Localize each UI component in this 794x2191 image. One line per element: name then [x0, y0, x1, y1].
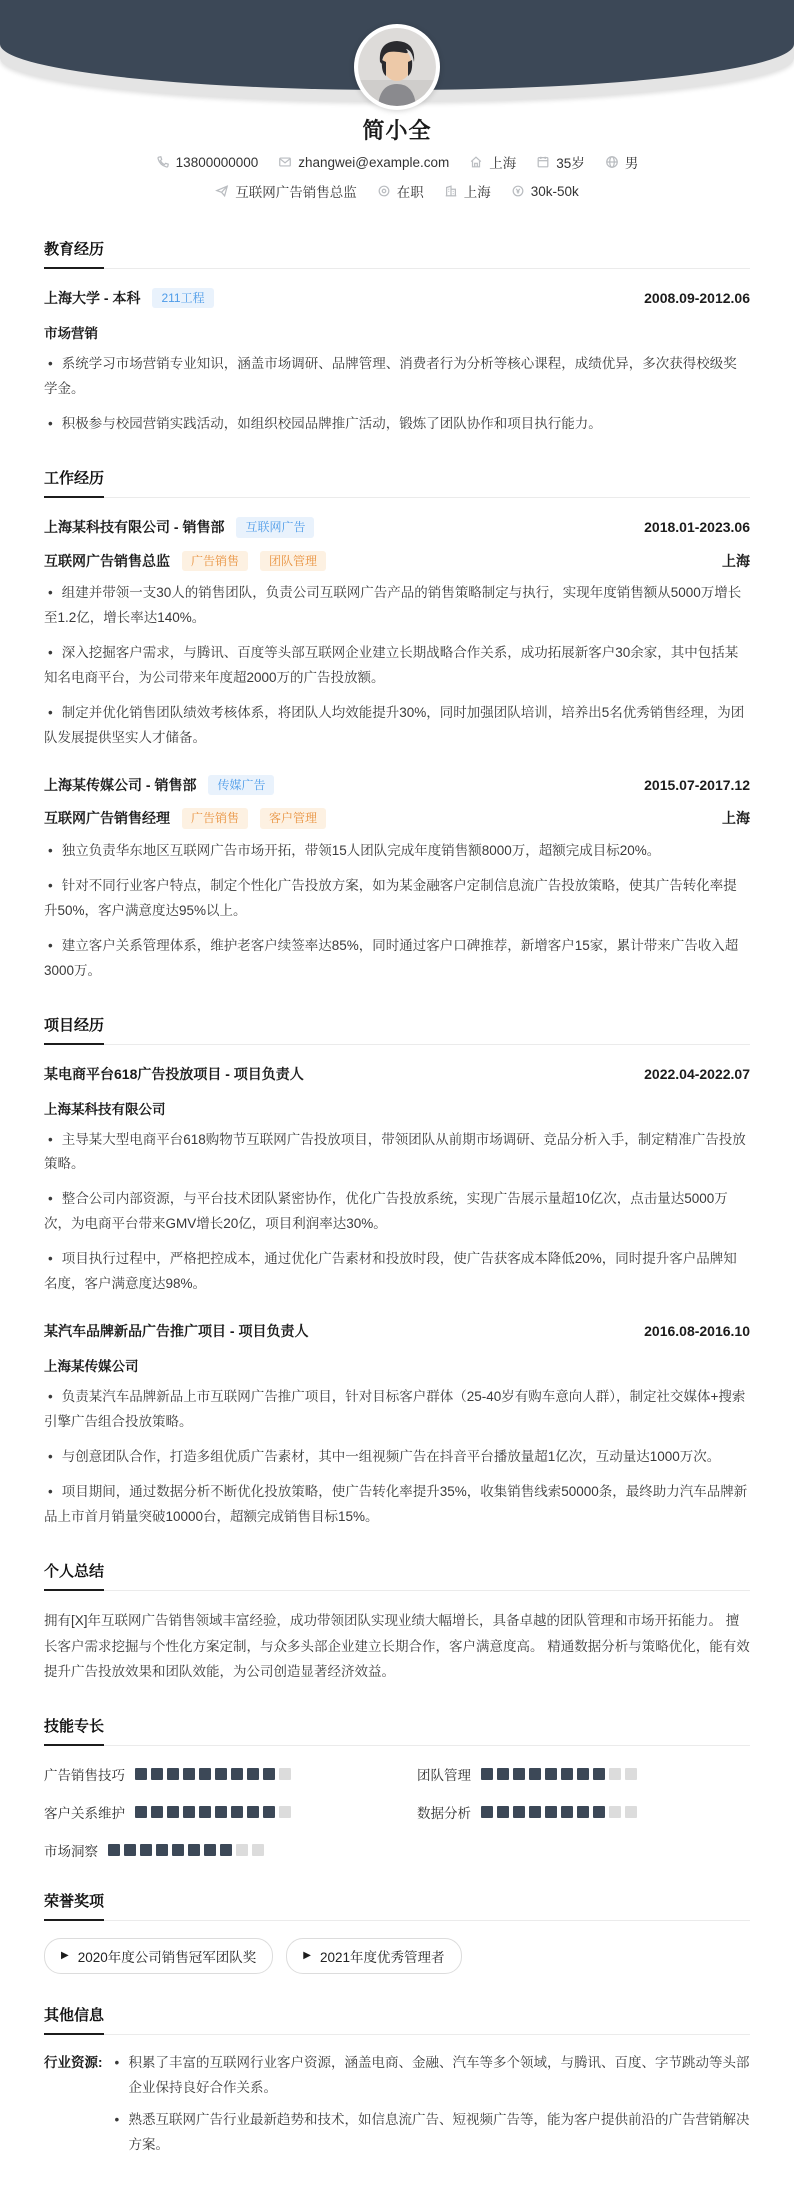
position-icon — [215, 184, 229, 198]
age-value: 35岁 — [556, 156, 585, 171]
project-bullet: • 项目期间，通过数据分析不断优化投放策略，使广告转化率提升35%，收集销售线索50000条，最终助力汽车品牌新品上市首月销量突破10000台，超额完成销售目标15%。 — [44, 1484, 748, 1525]
work-bullet: • 制定并优化销售团队绩效考核体系，将团队人均效能提升30%，同时加强团队培训，培养出5名优秀销售经理，为团队发展提供坚实人才储备。 — [44, 704, 745, 745]
status-item — [377, 181, 424, 201]
project-entry-2 — [44, 1321, 750, 1530]
home-icon — [469, 155, 483, 169]
bullet-dot: • — [48, 356, 53, 372]
skill-label: 市场洞察 — [44, 1844, 98, 1860]
person-name: 简小全 — [362, 118, 432, 143]
other-label: 行业资源: — [44, 2055, 103, 2071]
honor-label: 2021年度优秀管理者 — [319, 1950, 445, 1966]
role-tag: 广告销售 — [182, 808, 248, 828]
honors-section-title: 荣誉奖项 — [44, 1890, 750, 1921]
skill-level-bar — [481, 1768, 637, 1780]
project-org: 上海某科技有限公司 — [44, 1101, 166, 1117]
avatar — [354, 24, 440, 110]
email-item — [278, 155, 449, 170]
honor-label: 2020年度公司销售冠军团队奖 — [77, 1950, 257, 1966]
gender-value: 男 — [624, 156, 639, 171]
email-value: zhangwei@example.com — [298, 154, 450, 170]
skill-level-bar — [108, 1844, 264, 1856]
skill-label: 客户关系维护 — [44, 1806, 125, 1822]
education-entry — [44, 288, 750, 437]
skill-label: 团队管理 — [417, 1768, 471, 1784]
bullet-dot: • — [48, 585, 53, 601]
education-bullet: • 积极参与校园营销实践活动，如组织校园品牌推广活动，锻炼了团队协作和项目执行能力。 — [48, 416, 602, 432]
role-tag: 广告销售 — [182, 551, 248, 571]
contact-row-1 — [0, 152, 794, 172]
company-tag: 传媒广告 — [208, 775, 274, 795]
play-icon: ▶ — [61, 1950, 69, 1962]
contact-row-2 — [0, 181, 794, 201]
other-section-title: 其他信息 — [44, 2004, 750, 2035]
school-name: 上海大学 - 本科 — [44, 290, 141, 307]
avatar-photo — [358, 28, 436, 106]
projects-section-title: 项目经历 — [44, 1014, 750, 1045]
bullet-dot: • — [48, 1449, 53, 1465]
bullet-dot: • — [48, 1191, 53, 1207]
phone-item — [156, 155, 259, 170]
project-org: 上海某传媒公司 — [44, 1359, 139, 1375]
bullet-dot: • — [114, 2055, 120, 2071]
salary-icon — [511, 184, 525, 198]
city-value: 上海 — [489, 156, 517, 171]
project-bullet: • 负责某汽车品牌新品上市互联网广告推广项目，针对目标客户群体（25-40岁有购车意向人群），制定社交媒体+搜索引擎广告组合投放策略。 — [44, 1389, 746, 1430]
work-location: 上海 — [722, 552, 750, 569]
section-honors — [44, 1890, 750, 1974]
summary-text: 拥有[X]年互联网广告销售领域丰富经验，成功带领团队实现业绩大幅增长，具备卓越的团队管理和市场开拓能力。 擅长客户需求挖掘与个性化方案定制，与众多头部企业建立长期合作，客户满意度高。 精通数据分析与策略优化，能有效提升广告投放效果和团队效能，为公司创造显著经济效益。 — [44, 1613, 750, 1680]
salary-item — [511, 184, 579, 199]
bullet-dot: • — [48, 842, 53, 858]
play-icon: ▶ — [303, 1950, 311, 1962]
city-item — [469, 152, 516, 172]
company-tag: 互联网广告 — [236, 517, 314, 537]
skill-label: 数据分析 — [417, 1806, 471, 1822]
work-city-value: 上海 — [463, 185, 491, 200]
role-tag: 客户管理 — [260, 808, 326, 828]
school-tag: 211工程 — [152, 288, 213, 308]
skills-grid — [44, 1764, 750, 1860]
skill-row-data-analysis — [417, 1802, 750, 1822]
project-bullet: • 主导某大型电商平台618购物节互联网广告投放项目，带领团队从前期市场调研、竞品分析入手，制定精准广告投放策略。 — [44, 1131, 746, 1172]
age-item — [536, 152, 585, 172]
project-name: 某电商平台618广告投放项目 - 项目负责人 — [44, 1065, 304, 1082]
work-entry-2 — [44, 775, 750, 984]
skill-level-bar — [481, 1806, 637, 1818]
section-education — [44, 238, 750, 437]
project-date: 2016.08-2016.10 — [644, 1323, 750, 1340]
resume-body — [0, 238, 794, 2191]
honor-pill-1[interactable] — [44, 1938, 273, 1974]
other-bullet: • 积累了丰富的互联网行业客户资源，涵盖电商、金融、汽车等多个领域，与腾讯、百度、字节跳动等头部企业保持良好合作关系。 — [113, 2051, 751, 2101]
contact-info — [0, 152, 794, 210]
honors-row — [44, 1938, 750, 1974]
age-icon — [536, 155, 550, 169]
status-value: 在职 — [396, 185, 424, 200]
role-title: 互联网广告销售总监 — [44, 552, 170, 569]
project-bullet: • 项目执行过程中，严格把控成本，通过优化广告素材和投放时段，使广告获客成本降低20%，同时提升客户品牌知名度，客户满意度达98%。 — [44, 1251, 737, 1292]
work-bullet: • 针对不同行业客户特点，制定个性化广告投放方案，如为某金融客户定制信息流广告投放策略，使其广告转化率提升50%，客户满意度达95%以上。 — [44, 877, 737, 918]
summary-section-title: 个人总结 — [44, 1560, 750, 1591]
other-list — [113, 2051, 751, 2165]
education-date: 2008.09-2012.06 — [644, 290, 750, 307]
work-bullet: • 建立客户关系管理体系，维护老客户续签率达85%，同时通过客户口碑推荐，新增客户15家，累计带来广告收入超3000万。 — [44, 937, 739, 978]
bullet-dot: • — [48, 1131, 53, 1147]
bullet-dot: • — [48, 1484, 53, 1500]
bullet-dot: • — [48, 645, 53, 661]
education-section-title: 教育经历 — [44, 238, 750, 269]
position-item — [215, 181, 357, 201]
skill-row-market-insight — [44, 1840, 377, 1860]
position-value: 互联网广告销售总监 — [235, 185, 357, 200]
gender-item — [605, 152, 639, 172]
skill-row-team-mgmt — [417, 1764, 750, 1784]
gender-icon — [605, 155, 619, 169]
project-bullet: • 整合公司内部资源，与平台技术团队紧密协作，优化广告投放系统，实现广告展示量超10亿次，点击量达5000万次，为电商平台带来GMV增长20亿，项目利润率达30%。 — [44, 1191, 728, 1232]
section-skills — [44, 1715, 750, 1860]
other-info-block — [44, 2051, 750, 2165]
mail-icon — [278, 155, 292, 169]
honor-pill-2[interactable] — [286, 1938, 461, 1974]
city-icon — [444, 184, 458, 198]
skill-label: 广告销售技巧 — [44, 1768, 125, 1784]
major-name: 市场营销 — [44, 326, 98, 342]
bullet-dot: • — [48, 877, 53, 893]
section-work — [44, 467, 750, 983]
project-date: 2022.04-2022.07 — [644, 1065, 750, 1082]
bullet-dot: • — [48, 1389, 53, 1405]
bullet-dot: • — [48, 1251, 53, 1267]
work-bullet: • 组建并带领一支30人的销售团队，负责公司互联网广告产品的销售策略制定与执行，实现年度销售额从5000万增长至1.2亿，增长率达140%。 — [44, 585, 742, 626]
skill-row-ad-sales — [44, 1764, 377, 1784]
work-bullet: • 深入挖掘客户需求，与腾讯、百度等头部互联网企业建立长期战略合作关系，成功拓展新客户30余家，其中包括某知名电商平台，为公司带来年度超2000万的广告投放额。 — [44, 645, 739, 685]
role-title: 互联网广告销售经理 — [44, 810, 170, 827]
company-name: 上海某科技有限公司 - 销售部 — [44, 519, 225, 536]
salary-value: 30k-50k — [530, 183, 579, 199]
project-entry-1 — [44, 1064, 750, 1298]
bullet-dot: • — [48, 416, 53, 432]
phone-icon — [156, 155, 170, 169]
section-summary — [44, 1560, 750, 1685]
work-location: 上海 — [722, 810, 750, 827]
work-section-title: 工作经历 — [44, 467, 750, 498]
bullet-dot: • — [48, 937, 53, 953]
education-bullet: • 系统学习市场营销专业知识，涵盖市场调研、品牌管理、消费者行为分析等核心课程，成绩优异，多次获得校级奖学金。 — [44, 356, 737, 397]
section-other — [44, 2004, 750, 2165]
project-name: 某汽车品牌新品广告推广项目 - 项目负责人 — [44, 1323, 309, 1340]
skill-level-bar — [135, 1768, 291, 1780]
other-bullet: • 熟悉互联网广告行业最新趋势和技术，如信息流广告、短视频广告等，能为客户提供前沿的广告营销解决方案。 — [113, 2108, 751, 2158]
work-city-item — [444, 181, 491, 201]
skill-row-client-relations — [44, 1802, 377, 1822]
status-icon — [377, 184, 391, 198]
skills-section-title: 技能专长 — [44, 1715, 750, 1746]
project-bullet: • 与创意团队合作，打造多组优质广告素材，其中一组视频广告在抖音平台播放量超1亿次，互动量达1000万次。 — [48, 1449, 721, 1465]
bullet-dot: • — [114, 2112, 120, 2128]
work-date: 2018.01-2023.06 — [644, 519, 750, 536]
skill-level-bar — [135, 1806, 291, 1818]
section-projects — [44, 1014, 750, 1531]
role-tag: 团队管理 — [260, 551, 326, 571]
bullet-dot: • — [48, 704, 53, 720]
resume-header — [0, 0, 794, 208]
work-date: 2015.07-2017.12 — [644, 777, 750, 794]
work-entry-1 — [44, 517, 750, 751]
work-bullet: • 独立负责华东地区互联网广告市场开拓，带领15人团队完成年度销售额8000万，超额完成目标20%。 — [48, 842, 661, 858]
company-name: 上海某传媒公司 - 销售部 — [44, 777, 197, 794]
phone-value: 13800000000 — [175, 154, 259, 170]
